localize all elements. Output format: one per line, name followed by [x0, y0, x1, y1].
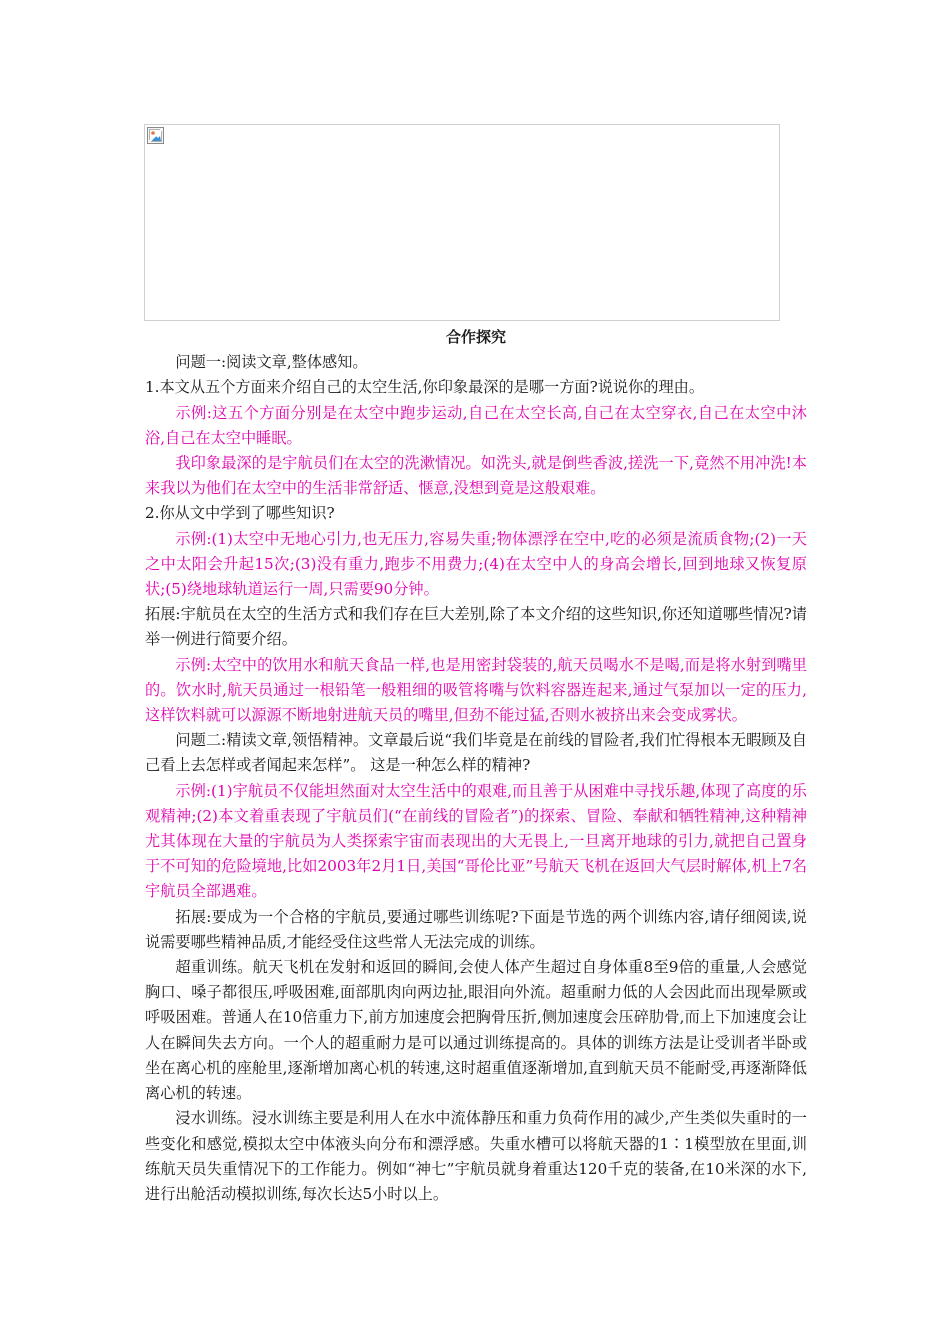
paragraph-list — [145, 350, 807, 1207]
section-title: 合作探究 — [445, 328, 506, 346]
answer-paragraph: 示例:太空中的饮用水和航天食品一样,也是用密封袋装的,航天员喝水不是喝,而是将水射到嘴里的。饮水时,航天员通过一根铅笔一般粗细的吸管将嘴与饮料容器连起来,通过气泵加以一定的压力,这样饮料就可以源源不断地射进航天员的嘴里,但劲不能过猛,否则水被挤出来会变成雾状。 — [145, 655, 807, 725]
answer-paragraph: 示例:(1)太空中无地心引力,也无压力,容易失重;物体漂浮在空中,吃的必须是流质食物;(2)一天之中太阳会升起15次;(3)没有重力,跑步不用费力;(4)在太空中人的身高会增长,回到地球又恢复原状;(5)绕地球轨道运行一周,只需要90分钟。 — [145, 529, 807, 599]
paragraph: 问题二:精读文章,领悟精神。文章最后说“我们毕竟是在前线的冒险者,我们忙得根本无暇顾及自己看上去怎样或者闻起来怎样”。 这是一种怎么样的精神? — [145, 731, 807, 775]
answer-paragraph: 示例:这五个方面分别是在太空中跑步运动,自己在太空长高,自己在太空穿衣,自己在太空中沐浴,自己在太空中睡眠。 — [145, 403, 807, 447]
paragraph: 问题一:阅读文章,整体感知。 — [175, 353, 368, 372]
paragraph: 超重训练。航天飞机在发射和返回的瞬间,会使人体产生超过自身体重8至9倍的重量,人会感觉胸口、嗓子都很压,呼吸困难,面部肌肉向两边扯,眼泪向外流。超重耐力低的人会因此而出现晕厥或呼吸困难。普通人在10倍重力下,前方加速度会把胸骨压折,侧加速度会压碎肋骨,而上下加速度会让人在瞬间失去方向。一个人的超重耐力是可以通过训练提高的。具体的训练方法是让受训者半卧或坐在离心机的座舱里,逐渐增加离心机的转速,这时超重值逐渐增加,直到航天员不能耐受,再逐渐降低离心机的转速。 — [145, 958, 807, 1103]
answer-paragraph: 我印象最深的是宇航员们在太空的洗漱情况。如洗头,就是倒些香波,搓洗一下,竟然不用冲洗!本来我以为他们在太空中的生活非常舒适、惬意,没想到竟是这般艰难。 — [145, 454, 807, 498]
embedded-image-placeholder — [144, 124, 780, 321]
document-body — [145, 325, 807, 1207]
paragraph: 拓展:要成为一个合格的宇航员,要通过哪些训练呢?下面是节选的两个训练内容,请仔细阅读,说说需要哪些精神品质,才能经受住这些常人无法完成的训练。 — [145, 907, 807, 951]
paragraph: 浸水训练。浸水训练主要是利用人在水中流体静压和重力负荷作用的减少,产生类似失重时的一些变化和感觉,模拟太空中体液头向分布和漂浮感。失重水槽可以将航天器的1∶1模型放在里面,训练航天员失重情况下的工作能力。例如“神七”宇航员就身着重达120千克的装备,在10米深的水下,进行出舱活动模拟训练,每次长达5小时以上。 — [145, 1109, 807, 1203]
paragraph: 拓展:宇航员在太空的生活方式和我们存在巨大差别,除了本文介绍的这些知识,你还知道哪些情况?请举一例进行简要介绍。 — [145, 605, 807, 649]
paragraph: 2.你从文中学到了哪些知识? — [145, 504, 335, 523]
answer-paragraph: 示例:(1)宇航员不仅能坦然面对太空生活中的艰难,而且善于从困难中寻找乐趣,体现了高度的乐观精神;(2)本文着重表现了宇航员们(“在前线的冒险者”)的探索、冒险、奉献和牺牲精神,这种精神尤其体现在大量的宇航员为人类探索宇宙而表现出的大无畏上,一旦离开地球的引力,就把自己置身于不可知的危险境地,比如2003年2月1日,美国“哥伦比亚”号航天飞机在返回大气层时解体,机上7名宇航员全部遇难。 — [145, 781, 807, 901]
paragraph: 1.本文从五个方面来介绍自己的太空生活,你印象最深的是哪一方面?说说你的理由。 — [145, 378, 705, 397]
broken-image-icon — [147, 127, 164, 144]
